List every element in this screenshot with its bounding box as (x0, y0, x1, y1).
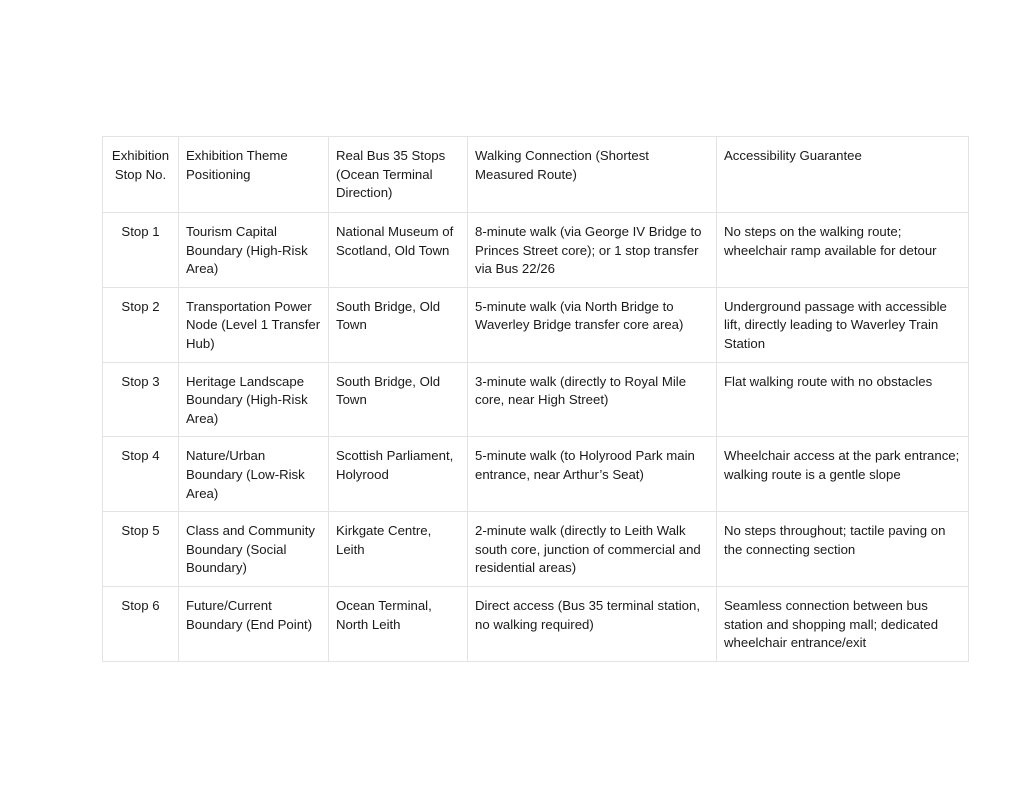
cell-bus-stop: Kirkgate Centre, Leith (329, 512, 468, 587)
cell-theme: Tourism Capital Boundary (High-Risk Area) (179, 213, 329, 288)
cell-stop: Stop 3 (103, 362, 179, 437)
header-theme: Exhibition Theme Positioning (179, 137, 329, 213)
cell-theme: Future/Current Boundary (End Point) (179, 586, 329, 661)
cell-accessibility: Flat walking route with no obstacles (717, 362, 969, 437)
cell-bus-stop: South Bridge, Old Town (329, 287, 468, 362)
cell-accessibility: No steps on the walking route; wheelchair ramp available for detour (717, 213, 969, 288)
cell-bus-stop: National Museum of Scotland, Old Town (329, 213, 468, 288)
cell-walking: 3-minute walk (directly to Royal Mile core, near High Street) (468, 362, 717, 437)
header-bus-stops: Real Bus 35 Stops (Ocean Terminal Direction) (329, 137, 468, 213)
cell-walking: Direct access (Bus 35 terminal station, no walking required) (468, 586, 717, 661)
cell-bus-stop: Ocean Terminal, North Leith (329, 586, 468, 661)
table-row (103, 512, 969, 587)
table-header-row (103, 137, 969, 213)
cell-stop: Stop 4 (103, 437, 179, 512)
cell-walking: 5-minute walk (to Holyrood Park main entrance, near Arthur’s Seat) (468, 437, 717, 512)
header-accessibility: Accessibility Guarantee (717, 137, 969, 213)
exhibition-route-table (102, 136, 969, 662)
cell-accessibility: Seamless connection between bus station and shopping mall; dedicated wheelchair entrance/exit (717, 586, 969, 661)
cell-theme: Nature/Urban Boundary (Low-Risk Area) (179, 437, 329, 512)
table-row (103, 213, 969, 288)
cell-stop: Stop 1 (103, 213, 179, 288)
cell-theme: Heritage Landscape Boundary (High-Risk Area) (179, 362, 329, 437)
cell-theme: Class and Community Boundary (Social Boundary) (179, 512, 329, 587)
cell-walking: 2-minute walk (directly to Leith Walk south core, junction of commercial and residential areas) (468, 512, 717, 587)
header-walking: Walking Connection (Shortest Measured Route) (468, 137, 717, 213)
cell-bus-stop: Scottish Parliament, Holyrood (329, 437, 468, 512)
table-row (103, 362, 969, 437)
cell-walking: 8-minute walk (via George IV Bridge to Princes Street core); or 1 stop transfer via Bus 22/26 (468, 213, 717, 288)
cell-accessibility: Underground passage with accessible lift, directly leading to Waverley Train Station (717, 287, 969, 362)
cell-walking: 5-minute walk (via North Bridge to Waverley Bridge transfer core area) (468, 287, 717, 362)
cell-accessibility: No steps throughout; tactile paving on the connecting section (717, 512, 969, 587)
cell-theme: Transportation Power Node (Level 1 Transfer Hub) (179, 287, 329, 362)
cell-stop: Stop 5 (103, 512, 179, 587)
table-row (103, 586, 969, 661)
header-stop-no: Exhibition Stop No. (103, 137, 179, 213)
cell-bus-stop: South Bridge, Old Town (329, 362, 468, 437)
table-row (103, 437, 969, 512)
table-row (103, 287, 969, 362)
cell-stop: Stop 2 (103, 287, 179, 362)
cell-accessibility: Wheelchair access at the park entrance; walking route is a gentle slope (717, 437, 969, 512)
cell-stop: Stop 6 (103, 586, 179, 661)
